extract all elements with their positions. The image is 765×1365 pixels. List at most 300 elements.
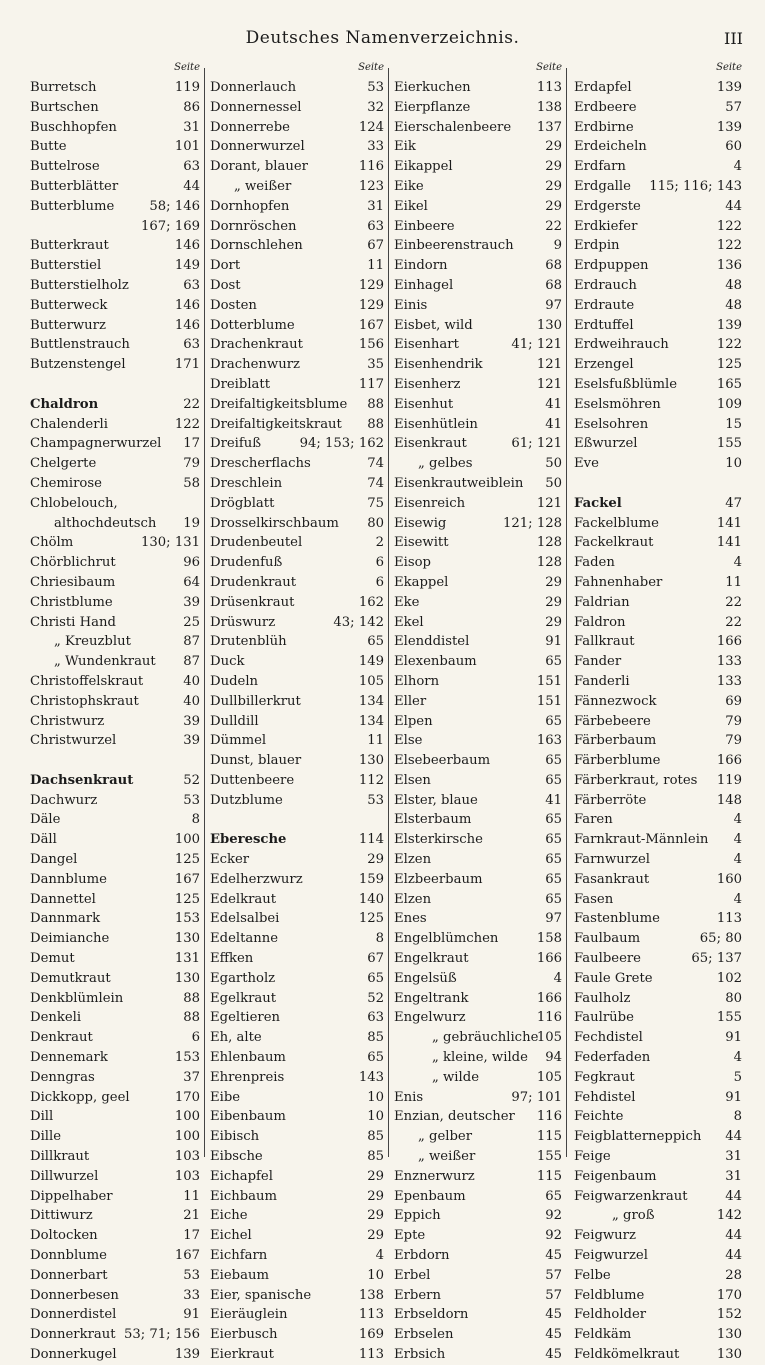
entry-page-refs: 53: [183, 1267, 200, 1283]
entry-term: Effken: [210, 951, 254, 967]
index-entry: [28, 98, 202, 118]
entry-page-refs: 65: [367, 1050, 384, 1066]
entry-page-refs: 149: [174, 258, 200, 274]
entry-term: Butterstiel: [30, 258, 102, 274]
entry-page-refs: 50: [545, 475, 562, 491]
entry-term: Eibisch: [210, 1129, 260, 1145]
index-entry: [28, 1127, 202, 1147]
index-entry: [392, 969, 564, 989]
entry-page-refs: 65: [545, 812, 562, 828]
entry-term: Faulbeere: [574, 951, 641, 967]
entry-page-refs: 85: [367, 1149, 384, 1165]
index-entry: [392, 137, 564, 157]
entry-page-refs: 57: [545, 1267, 562, 1283]
entry-term: Faldrian: [574, 594, 630, 610]
entry-term: Eikappel: [394, 159, 453, 175]
entry-page-refs: 91: [183, 1307, 200, 1323]
entry-term: Elzen: [394, 891, 432, 907]
entry-page-refs: 130: [716, 1327, 742, 1343]
entry-term: Elzbeerbaum: [394, 871, 483, 887]
index-entry: [392, 296, 564, 316]
entry-page-refs: 138: [536, 99, 562, 115]
entry-page-refs: 96: [183, 555, 200, 571]
entry-page-refs: 44: [725, 1188, 742, 1204]
entry-page-refs: 63: [367, 1010, 384, 1026]
index-entry: [28, 553, 202, 573]
entry-page-refs: 101: [174, 139, 200, 155]
entry-page-refs: 153: [174, 1050, 200, 1066]
index-entry: [392, 1345, 564, 1365]
entry-term: „ gebräuchliche: [432, 1030, 539, 1046]
seite-column-header: Seite: [174, 62, 200, 73]
index-entry: [392, 98, 564, 118]
entry-page-refs: 4: [733, 852, 742, 868]
entry-term: Enes: [394, 911, 427, 927]
entry-page-refs: 121: [536, 495, 562, 511]
entry-term: Dannblume: [30, 871, 107, 887]
entry-page-refs: 130: [716, 1347, 742, 1362]
index-entry: [208, 731, 386, 751]
entry-page-refs: 4: [733, 891, 742, 907]
entry-page-refs: 21: [183, 1208, 200, 1224]
index-entry: [392, 177, 564, 197]
entry-term: Burtschen: [30, 99, 99, 115]
entry-page-refs: 11: [367, 733, 384, 749]
entry-page-refs: 11: [183, 1188, 200, 1204]
entry-page-refs: 65: [545, 891, 562, 907]
entry-page-refs: 88: [183, 1010, 200, 1026]
index-entry: [28, 1305, 202, 1325]
index-entry: [572, 276, 744, 296]
entry-page-refs: 80: [725, 990, 742, 1006]
entry-page-refs: 170: [716, 1287, 742, 1303]
entry-page-refs: 57: [545, 1287, 562, 1303]
index-entry: [208, 573, 386, 593]
index-entry: [392, 1147, 564, 1167]
entry-page-refs: 115: [536, 1168, 562, 1184]
entry-term: Drachenkraut: [210, 337, 303, 353]
index-entry: [208, 1107, 386, 1127]
index-entry: [392, 1008, 564, 1028]
entry-page-refs: 116: [536, 1109, 562, 1125]
entry-term: „ gelber: [418, 1129, 473, 1145]
index-entry: [392, 434, 564, 454]
index-entry: [208, 395, 386, 415]
entry-term: Däle: [30, 812, 61, 828]
entry-term: Faulholz: [574, 990, 631, 1006]
entry-term: Donnerbesen: [30, 1287, 119, 1303]
index-entry: [572, 553, 744, 573]
entry-term: Dosten: [210, 297, 257, 313]
entry-term: Butterkraut: [30, 238, 109, 254]
index-entry: [208, 1167, 386, 1187]
entry-page-refs: 33: [367, 139, 384, 155]
entry-term: Drüswurz: [210, 614, 276, 630]
entry-page-refs: 10: [725, 456, 742, 472]
entry-term: Dreifaltigkeitsblume: [210, 396, 348, 412]
index-entry: [28, 692, 202, 712]
entry-term: Elenddistel: [394, 634, 470, 650]
entry-term: Denngras: [30, 1069, 95, 1085]
entry-page-refs: 130: [174, 970, 200, 986]
index-entry: [572, 712, 744, 732]
entry-page-refs: 68: [545, 258, 562, 274]
entry-page-refs: 65: [545, 753, 562, 769]
index-entry: [572, 296, 744, 316]
entry-page-refs: 115; 116; 143: [649, 178, 742, 194]
entry-term: Duttenbeere: [210, 772, 295, 788]
entry-page-refs: 41: [545, 416, 562, 432]
entry-term: Elsen: [394, 772, 431, 788]
index-entry: [392, 929, 564, 949]
entry-term: Donnerdistel: [30, 1307, 117, 1323]
entry-page-refs: 10: [367, 1267, 384, 1283]
entry-term: Butterstielholz: [30, 277, 129, 293]
entry-page-refs: 48: [725, 297, 742, 313]
entry-term: Färberblume: [574, 753, 661, 769]
index-entry: [28, 1187, 202, 1207]
entry-term: Feigenbaum: [574, 1168, 657, 1184]
entry-page-refs: 22: [725, 614, 742, 630]
entry-page-refs: 9: [553, 238, 562, 254]
entry-page-refs: 171: [174, 357, 200, 373]
entry-page-refs: 29: [367, 852, 384, 868]
entry-page-refs: 53: [367, 792, 384, 808]
entry-term: Chemirose: [30, 475, 102, 491]
entry-term: Christi Hand: [30, 614, 116, 630]
index-entry: [392, 355, 564, 375]
entry-page-refs: 29: [545, 159, 562, 175]
entry-page-refs: 45: [545, 1327, 562, 1343]
entry-term: Faden: [574, 555, 615, 571]
entry-page-refs: 160: [716, 871, 742, 887]
entry-page-refs: 19: [183, 515, 200, 531]
entry-term: Eisenkrautweiblein: [394, 475, 524, 491]
index-entry: [392, 454, 564, 474]
entry-term: Eibe: [210, 1089, 241, 1105]
entry-page-refs: 122: [716, 337, 742, 353]
entry-list: [208, 78, 386, 1365]
entry-term: Einis: [394, 297, 428, 313]
entry-term: Engelsüß: [394, 970, 457, 986]
index-entry: [572, 870, 744, 890]
entry-page-refs: 122: [716, 238, 742, 254]
entry-term: Eichbaum: [210, 1188, 278, 1204]
entry-page-refs: 113: [358, 1307, 384, 1323]
entry-page-refs: 41: [545, 792, 562, 808]
entry-page-refs: 113: [716, 911, 742, 927]
entry-page-refs: 4: [733, 832, 742, 848]
entry-term: Fackelkraut: [574, 535, 654, 551]
index-entry: [208, 1187, 386, 1207]
entry-page-refs: 29: [367, 1168, 384, 1184]
entry-page-refs: 151: [536, 673, 562, 689]
entry-term: Eiche: [210, 1208, 248, 1224]
index-entry: [208, 810, 386, 830]
entry-term: Drudenkraut: [210, 574, 297, 590]
index-entry: [208, 1226, 386, 1246]
entry-term: Dannettel: [30, 891, 96, 907]
entry-page-refs: 6: [375, 574, 384, 590]
index-entry: [28, 157, 202, 177]
entry-page-refs: 159: [358, 871, 384, 887]
entry-term: Dornhopfen: [210, 198, 290, 214]
entry-term: Ehlenbaum: [210, 1050, 286, 1066]
index-entry: [28, 335, 202, 355]
page-number: III: [724, 29, 743, 48]
index-entry: [208, 335, 386, 355]
entry-term: Donnerlauch: [210, 80, 297, 95]
entry-page-refs: 11: [367, 258, 384, 274]
index-entry: [208, 1048, 386, 1068]
entry-term: Eier, spanische: [210, 1287, 312, 1303]
index-entry: [28, 672, 202, 692]
index-entry: [208, 177, 386, 197]
entry-term: Drüsenkraut: [210, 594, 295, 610]
entry-page-refs: 29: [545, 594, 562, 610]
entry-page-refs: 10: [367, 1109, 384, 1125]
index-entry: [572, 672, 744, 692]
entry-page-refs: 125: [716, 357, 742, 373]
entry-page-refs: 94; 153; 162: [299, 436, 384, 452]
entry-page-refs: 64: [183, 574, 200, 590]
entry-term: Eve: [574, 456, 599, 472]
entry-page-refs: 121; 128: [503, 515, 562, 531]
index-entry: [572, 1127, 744, 1147]
entry-term: Farnwurzel: [574, 852, 650, 868]
index-entry: [208, 197, 386, 217]
index-entry: [572, 118, 744, 138]
entry-term: Buschhopfen: [30, 119, 117, 135]
entry-page-refs: 97; 101: [511, 1089, 562, 1105]
index-entry: [208, 1068, 386, 1088]
entry-term: Dümmel: [210, 733, 267, 749]
index-entry: [392, 157, 564, 177]
entry-term: Dost: [210, 277, 241, 293]
entry-page-refs: 74: [367, 456, 384, 472]
entry-page-refs: 65: [545, 1188, 562, 1204]
entry-page-refs: 131: [174, 951, 200, 967]
index-entry: [28, 494, 202, 514]
index-entry: [392, 949, 564, 969]
entry-term: Chalenderli: [30, 416, 108, 432]
entry-page-refs: 8: [191, 812, 200, 828]
entry-term: Eller: [394, 693, 427, 709]
index-entry: [572, 1286, 744, 1306]
index-entry: [208, 652, 386, 672]
index-entry: [28, 1028, 202, 1048]
entry-term: Eibenbaum: [210, 1109, 286, 1125]
index-entry: [28, 415, 202, 435]
entry-term: Drudenbeutel: [210, 535, 303, 551]
index-entry: [208, 98, 386, 118]
index-entry: [208, 692, 386, 712]
entry-term: „ gelbes: [418, 456, 473, 472]
entry-page-refs: 105: [536, 1069, 562, 1085]
index-entry: [392, 672, 564, 692]
entry-page-refs: 155: [716, 436, 742, 452]
entry-term: Erdeicheln: [574, 139, 647, 155]
index-entry: [572, 1206, 744, 1226]
entry-page-refs: 87: [183, 634, 200, 650]
index-entry: [28, 296, 202, 316]
entry-term: Eichfarn: [210, 1248, 268, 1264]
index-entry: [572, 1266, 744, 1286]
entry-page-refs: 146: [174, 297, 200, 313]
index-entry: [572, 1226, 744, 1246]
entry-term: Fander: [574, 654, 622, 670]
index-entry: [28, 1266, 202, 1286]
entry-page-refs: 100: [174, 832, 200, 848]
entry-term: Dillkraut: [30, 1149, 90, 1165]
index-entry: [208, 1206, 386, 1226]
entry-term: Eierbusch: [210, 1327, 278, 1343]
entry-term: Dreifuß: [210, 436, 262, 452]
entry-term: Einbeerenstrauch: [394, 238, 514, 254]
entry-page-refs: 39: [183, 594, 200, 610]
entry-term: Drachenwurz: [210, 357, 300, 373]
entry-page-refs: 52: [183, 772, 200, 788]
entry-term: Faren: [574, 812, 613, 828]
entry-page-refs: 91: [725, 1030, 742, 1046]
entry-term: Eisenreich: [394, 495, 466, 511]
entry-page-refs: 123: [358, 178, 384, 194]
entry-term: Feigwurz: [574, 1228, 636, 1244]
index-entry: [208, 157, 386, 177]
index-entry: [28, 434, 202, 454]
index-entry: [28, 929, 202, 949]
index-entry: [392, 613, 564, 633]
entry-term: Egartholz: [210, 970, 276, 986]
index-entry: [208, 78, 386, 98]
entry-page-refs: 121: [536, 376, 562, 392]
index-entry: [28, 1325, 202, 1345]
index-entry: [208, 553, 386, 573]
index-entry: [208, 1088, 386, 1108]
index-entry: [572, 1088, 744, 1108]
index-entry: [392, 751, 564, 771]
entry-term: Dunst, blauer: [210, 753, 302, 769]
index-entry: [28, 1008, 202, 1028]
index-entry: [572, 217, 744, 237]
entry-term: Erbseldorn: [394, 1307, 469, 1323]
entry-term: Butterwurz: [30, 317, 106, 333]
entry-term: Erdbirne: [574, 119, 634, 135]
entry-page-refs: 139: [716, 119, 742, 135]
index-entry: [28, 830, 202, 850]
entry-page-refs: 29: [545, 574, 562, 590]
index-entry: [28, 969, 202, 989]
entry-page-refs: 43; 142: [333, 614, 384, 630]
entry-page-refs: 88: [367, 416, 384, 432]
entry-term: Buttelrose: [30, 159, 100, 175]
entry-page-refs: 129: [358, 277, 384, 293]
index-entry: [392, 316, 564, 336]
index-entry: [392, 791, 564, 811]
entry-term: Fallkraut: [574, 634, 635, 650]
entry-page-refs: 143: [358, 1069, 384, 1085]
entry-page-refs: 41; 121: [511, 337, 562, 353]
entry-term: Fackelblume: [574, 515, 659, 531]
index-entry: [392, 395, 564, 415]
entry-term: Farnkraut-Männlein: [574, 832, 709, 848]
entry-term: Butte: [30, 139, 67, 155]
index-entry: [572, 236, 744, 256]
entry-page-refs: 45: [545, 1347, 562, 1362]
entry-page-refs: 41: [545, 396, 562, 412]
index-entry: [28, 989, 202, 1009]
entry-term: Elpen: [394, 713, 433, 729]
entry-term: Feichte: [574, 1109, 624, 1125]
entry-term: Dachwurz: [30, 792, 98, 808]
entry-term: Eindorn: [394, 258, 448, 274]
entry-page-refs: 4: [733, 1050, 742, 1066]
entry-page-refs: 4: [553, 970, 562, 986]
entry-term: Fegkraut: [574, 1069, 635, 1085]
index-entry: [572, 632, 744, 652]
entry-page-refs: 167: [174, 1248, 200, 1264]
entry-page-refs: 79: [725, 713, 742, 729]
index-entry: [208, 632, 386, 652]
entry-term: Eierpflanze: [394, 99, 471, 115]
index-entry: [392, 593, 564, 613]
entry-page-refs: 162: [358, 594, 384, 610]
entry-term: Eke: [394, 594, 420, 610]
entry-page-refs: 166: [536, 951, 562, 967]
entry-page-refs: 158: [536, 931, 562, 947]
entry-term: Färbebeere: [574, 713, 651, 729]
index-entry: [28, 395, 202, 415]
index-entry: [392, 771, 564, 791]
entry-page-refs: 129: [358, 297, 384, 313]
index-entry: [572, 989, 744, 1009]
index-column-3: [392, 62, 564, 1362]
entry-page-refs: 156: [358, 337, 384, 353]
entry-page-refs: 116: [536, 1010, 562, 1026]
entry-page-refs: 149: [358, 654, 384, 670]
entry-term: Butterblume: [30, 198, 115, 214]
entry-page-refs: 45: [545, 1248, 562, 1264]
entry-term: Feige: [574, 1149, 611, 1165]
entry-page-refs: 6: [375, 555, 384, 571]
entry-term: Däll: [30, 832, 57, 848]
entry-page-refs: 102: [716, 970, 742, 986]
entry-page-refs: 2: [375, 535, 384, 551]
entry-term: Egelkraut: [210, 990, 277, 1006]
entry-page-refs: 17: [183, 436, 200, 452]
entry-term: Christwurzel: [30, 733, 117, 749]
index-entry: [208, 593, 386, 613]
index-entry: [572, 1068, 744, 1088]
entry-term: Eierschalenbeere: [394, 119, 512, 135]
index-entry: [28, 1226, 202, 1246]
entry-term: Elhorn: [394, 673, 440, 689]
entry-term: Dennemark: [30, 1050, 108, 1066]
entry-page-refs: 4: [733, 159, 742, 175]
entry-term: Fahnenhaber: [574, 574, 663, 590]
entry-page-refs: 85: [367, 1129, 384, 1145]
index-entry: [392, 909, 564, 929]
index-entry: [392, 118, 564, 138]
index-entry: [28, 791, 202, 811]
index-entry: [28, 236, 202, 256]
entry-term: Feldkömelkraut: [574, 1347, 680, 1362]
entry-term: Edelkraut: [210, 891, 277, 907]
entry-page-refs: 86: [183, 99, 200, 115]
entry-page-refs: 52: [367, 990, 384, 1006]
index-entry: [28, 355, 202, 375]
index-entry: [572, 652, 744, 672]
